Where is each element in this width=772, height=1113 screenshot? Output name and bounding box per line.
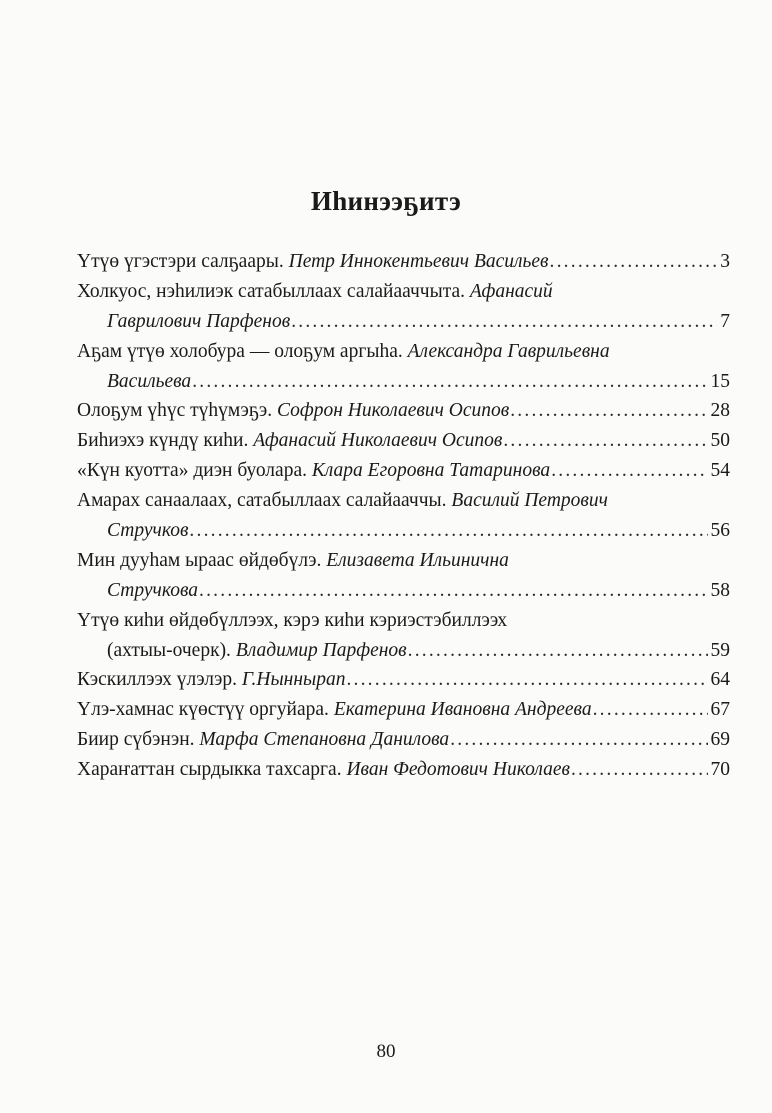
toc-entry [77, 755, 730, 785]
toc-author: Иван Федотович Николаев [346, 759, 570, 781]
toc-line [77, 665, 730, 695]
toc-author: Петр Иннокентьевич Васильев [288, 251, 549, 272]
toc-line [77, 367, 730, 397]
toc-title: Үлэ-хамнас күөстүү оргуйара. [77, 699, 329, 721]
toc-entry [77, 426, 730, 456]
toc-entry [77, 606, 730, 666]
toc-title: Биир сүбэнэн. [77, 729, 195, 751]
toc-line-text [77, 396, 509, 426]
toc-line [77, 277, 730, 307]
toc-author: Афанасий Николаевич Осипов [253, 430, 503, 452]
toc-line-text [107, 516, 188, 546]
toc-page-number: 7 [720, 310, 730, 332]
toc-page-number: 70 [710, 759, 730, 781]
toc-page-number: 15 [710, 370, 730, 392]
toc-entry [77, 277, 730, 337]
toc-line [77, 755, 730, 785]
toc-author: Васильева [107, 370, 192, 392]
toc-title: Биhиэхэ күндү киhи. [77, 430, 249, 452]
toc-entry [77, 695, 730, 725]
toc-author: Стручков [107, 520, 189, 542]
toc-page-number: 28 [710, 400, 730, 422]
toc-page-number: 59 [710, 639, 730, 661]
toc-line-text [77, 247, 549, 277]
dot-leader [503, 426, 707, 456]
toc-line [77, 725, 730, 755]
toc-author: Екатерина Ивановна Андреева [333, 699, 592, 721]
toc-title: Үтүө үгэстэри салҕаары. [77, 251, 284, 272]
toc-title: «Күн куотта» диэн буолара. [77, 460, 307, 482]
dot-leader [189, 516, 707, 546]
toc-page-number: 64 [710, 669, 730, 691]
dot-leader [510, 396, 707, 426]
toc-page-number: 3 [720, 251, 730, 272]
toc-line [77, 546, 730, 576]
page-title: Иhинээҕитэ [310, 186, 462, 216]
toc-entry [77, 247, 730, 277]
toc-author: Елизавета Ильинична [326, 549, 509, 571]
toc-entry [77, 665, 730, 695]
toc-title: (ахтыы-очерк). [107, 639, 231, 661]
toc-line [77, 576, 730, 606]
toc-line [77, 695, 730, 725]
dot-leader [346, 665, 707, 695]
dot-leader [450, 725, 707, 755]
toc-line-text [77, 341, 610, 362]
toc-line-text [77, 725, 449, 755]
toc-author: Марфа Степановна Данилова [199, 729, 450, 751]
toc-line-text [77, 755, 570, 785]
toc-line-text [77, 610, 507, 631]
toc-line [77, 456, 730, 486]
toc-title: Мин дууhам ыраас өйдөбүлэ. [77, 549, 322, 571]
toc-line [77, 337, 730, 367]
toc-entry [77, 396, 730, 426]
dot-leader [192, 367, 707, 397]
toc-line [77, 396, 730, 426]
toc-author: Василий Петрович [451, 490, 608, 512]
toc-author: Стручкова [107, 579, 199, 601]
toc-page-number: 54 [710, 460, 730, 482]
toc-line-text [77, 281, 553, 302]
toc-line [77, 426, 730, 456]
toc-author: Клара Егоровна Татаринова [311, 460, 551, 482]
toc-title: Олоҕум үhүс түhүмэҕэ. [77, 400, 273, 422]
toc-author: Гаврилович Парфенов [107, 310, 291, 332]
dot-leader [551, 456, 707, 486]
toc-entry [77, 486, 730, 546]
toc-entry [77, 725, 730, 755]
toc-title: Кэскиллээх үлэлэр. [77, 669, 237, 691]
toc-author: Г.Ныннырап [241, 669, 346, 691]
toc-author: Владимир Парфенов [235, 639, 407, 661]
dot-leader [199, 576, 707, 606]
dot-leader [550, 247, 718, 277]
toc-line [77, 606, 730, 636]
toc-line-text [107, 576, 198, 606]
toc-line-text [107, 367, 191, 397]
toc-line-text [107, 636, 407, 666]
toc-entry [77, 456, 730, 486]
dot-leader [408, 636, 708, 666]
toc-line-text [77, 490, 608, 511]
toc-line [77, 486, 730, 516]
toc-line [77, 516, 730, 546]
toc-line-text [77, 665, 345, 695]
toc-page-number: 56 [710, 520, 730, 542]
toc-line [77, 307, 730, 337]
toc-title: Амарах санаалаах, сатабыллаах салайааччы. [77, 490, 447, 512]
toc-entry [77, 546, 730, 606]
toc-page-number: 58 [710, 579, 730, 601]
table-of-contents [77, 247, 730, 785]
toc-line [77, 247, 730, 277]
toc-entry [77, 337, 730, 397]
dot-leader [593, 695, 708, 725]
toc-page-number: 67 [710, 699, 730, 721]
toc-author: Александра Гаврильевна [407, 340, 610, 362]
toc-author: Афанасий [469, 280, 553, 302]
toc-line-text [77, 456, 550, 486]
toc-author: Софрон Николаевич Осипов [276, 400, 510, 422]
toc-title: Үтүө киhи өйдөбүллээх, кэрэ киhи кэриэстэбиллээх [77, 609, 508, 631]
toc-title: Холкуос, нэhилиэк сатабыллаах салайааччыта. [77, 280, 466, 302]
toc-page-number: 69 [710, 729, 730, 751]
dot-leader [571, 755, 708, 785]
toc-line-text [77, 426, 502, 456]
toc-line-text [77, 550, 509, 571]
toc-page-number: 50 [710, 430, 730, 452]
toc-title: Аҕам үтүө холобура — олоҕум аргыhа. [77, 340, 403, 362]
toc-line [77, 636, 730, 666]
dot-leader [291, 307, 717, 337]
toc-title: Хараҥаттан сырдыкка тахсарга. [77, 759, 342, 781]
page-number: 80 [376, 1041, 396, 1062]
toc-line-text [77, 695, 592, 725]
toc-line-text [107, 307, 290, 337]
